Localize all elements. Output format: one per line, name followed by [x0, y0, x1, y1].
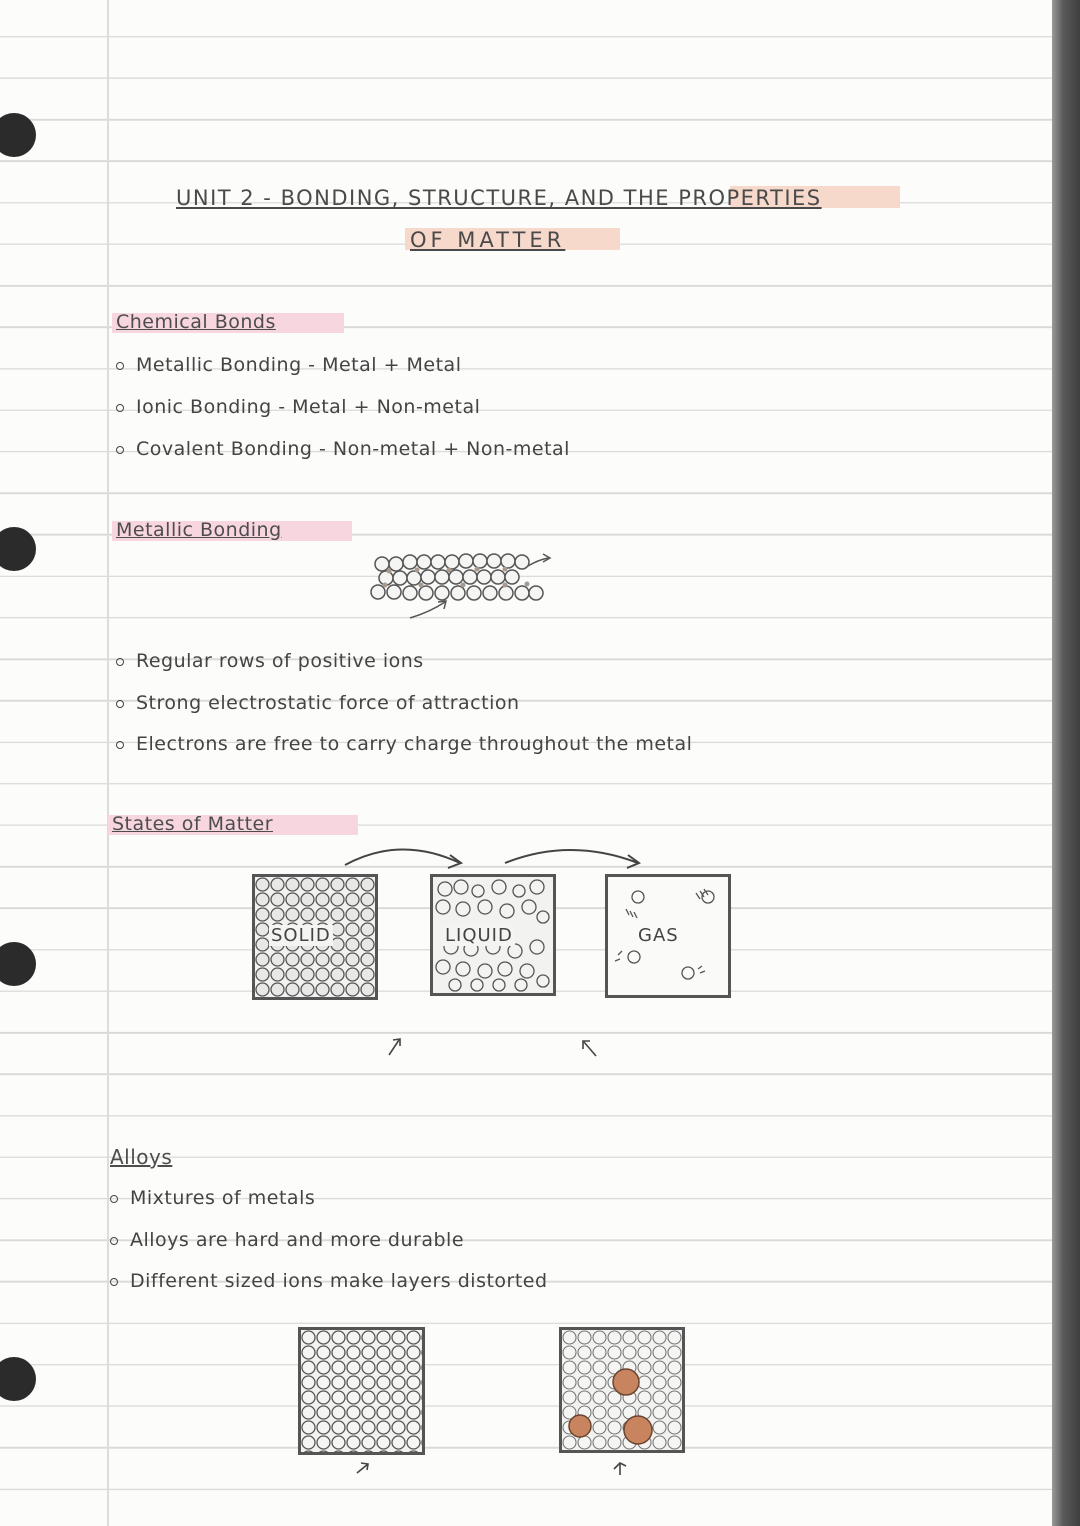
- page-title-line2: OF MATTER: [410, 228, 566, 252]
- gas-box: [605, 874, 731, 998]
- list-item: Electrons are free to carry charge throughout the metal: [116, 733, 692, 755]
- metallic-lattice-diagram: [360, 548, 570, 623]
- pointer-arrow: [354, 1460, 372, 1476]
- pure-metal-box: [298, 1327, 425, 1455]
- punch-hole: [0, 942, 36, 986]
- punch-hole: [0, 1357, 36, 1401]
- list-item: Ionic Bonding - Metal + Non-metal: [116, 396, 480, 418]
- list-item: Strong electrostatic force of attraction: [116, 692, 520, 714]
- liquid-label: LIQUID: [445, 925, 513, 946]
- list-item: Covalent Bonding - Non-metal + Non-metal: [116, 438, 570, 460]
- heading-chemical-bonds: Chemical Bonds: [116, 311, 276, 333]
- solid-box: [252, 874, 378, 1000]
- page-title-line1: UNIT 2 - BONDING, STRUCTURE, AND THE PROPERTIES: [176, 186, 822, 210]
- bullet-icon: [116, 741, 124, 749]
- punch-hole: [0, 113, 36, 157]
- list-item: Regular rows of positive ions: [116, 650, 424, 672]
- state-change-arrow: [340, 835, 660, 875]
- bullet-icon: [116, 658, 124, 666]
- bullet-icon: [116, 446, 124, 454]
- list-item: Mixtures of metals: [110, 1187, 315, 1209]
- bullet-icon: [110, 1278, 118, 1286]
- list-item: Metallic Bonding - Metal + Metal: [116, 354, 461, 376]
- alloy-box: [559, 1327, 685, 1453]
- bullet-icon: [116, 404, 124, 412]
- heading-states-of-matter: States of Matter: [112, 813, 274, 835]
- gas-label: GAS: [638, 925, 679, 946]
- pointer-arrow: [610, 1460, 630, 1478]
- heading-metallic-bonding: Metallic Bonding: [116, 519, 282, 541]
- bullet-icon: [110, 1237, 118, 1245]
- bullet-icon: [116, 700, 124, 708]
- pure-metal-particles: [301, 1330, 422, 1452]
- bullet-icon: [116, 362, 124, 370]
- solid-label: SOLID: [271, 925, 331, 946]
- list-item: Alloys are hard and more durable: [110, 1229, 464, 1251]
- heading-alloys: Alloys: [110, 1145, 173, 1169]
- pointer-arrow: [385, 1035, 405, 1059]
- punch-hole: [0, 527, 36, 571]
- bullet-icon: [110, 1195, 118, 1203]
- list-item: Different sized ions make layers distorted: [110, 1270, 548, 1292]
- page-edge-shadow: [1052, 0, 1080, 1526]
- margin-line: [107, 0, 109, 1526]
- liquid-box: [430, 874, 556, 996]
- alloy-particles: [562, 1330, 682, 1450]
- pointer-arrow: [578, 1036, 602, 1060]
